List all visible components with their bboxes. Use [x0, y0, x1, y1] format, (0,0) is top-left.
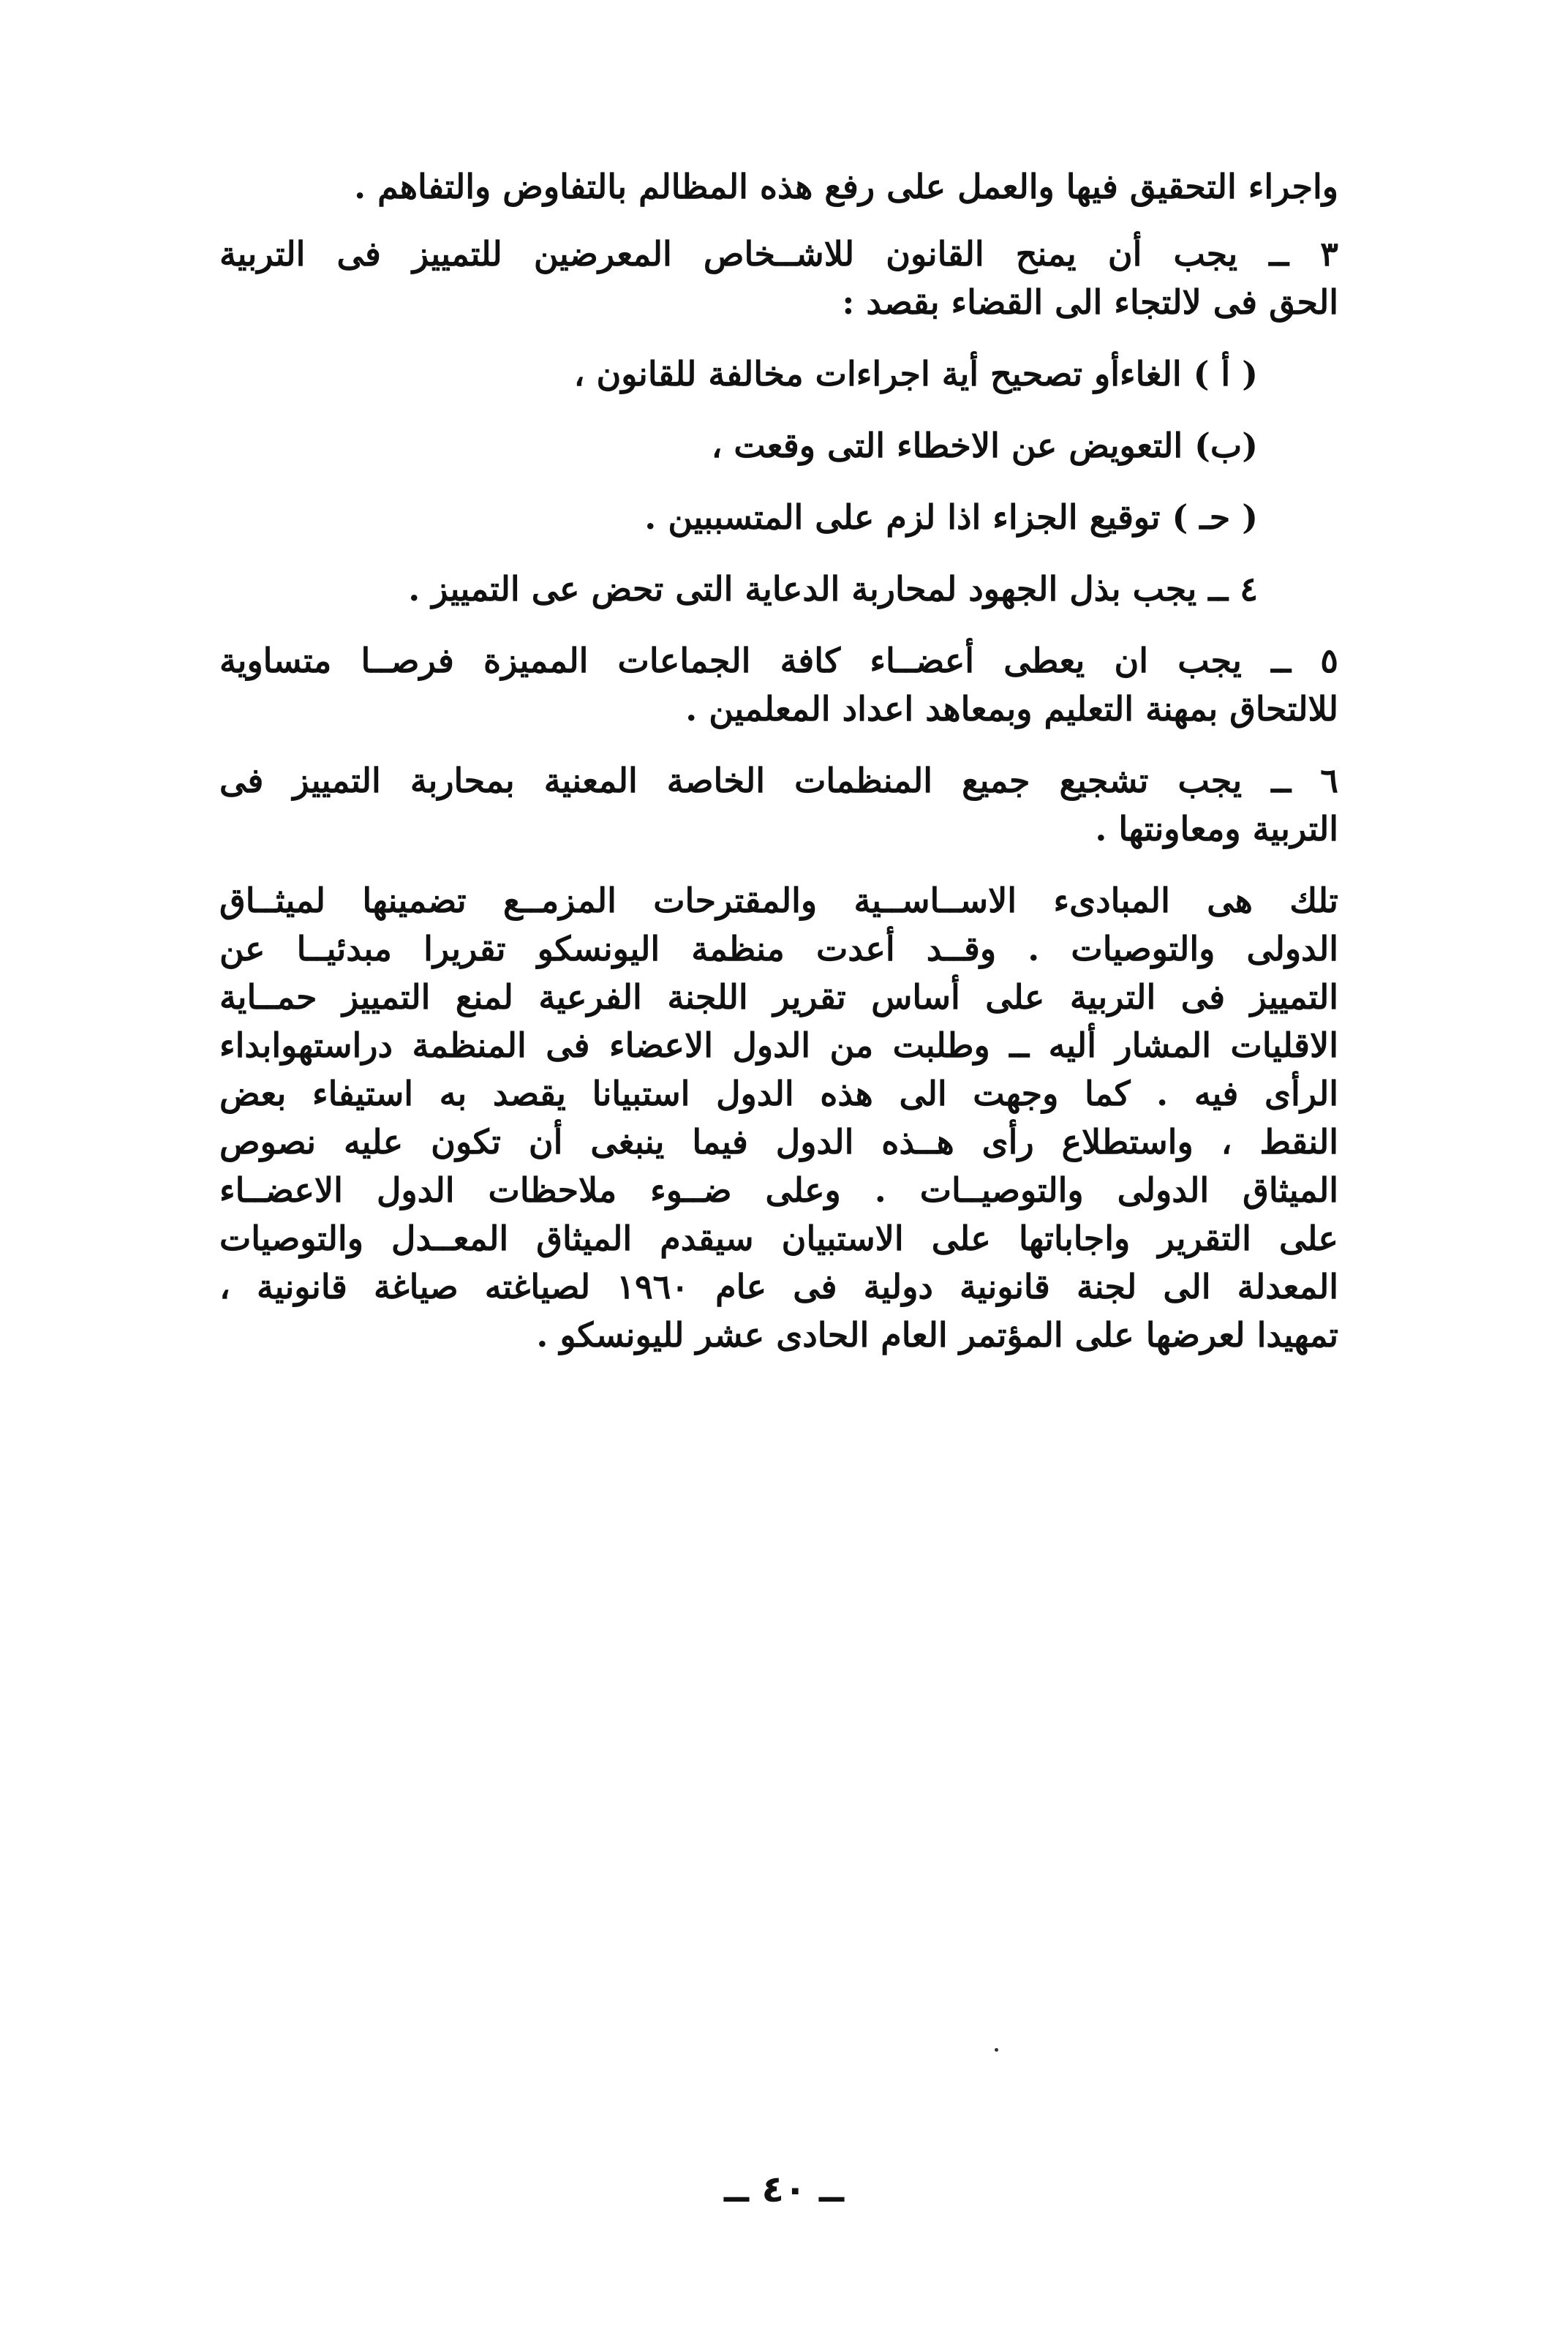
sub-item-a — [219, 350, 1338, 398]
text-line: النقط ، واستطلاع رأى هــذه الدول فيما ينبغى أن تكون عليه نصوص — [219, 1122, 1338, 1162]
list-item-5 — [219, 636, 1338, 733]
closing-paragraph — [219, 876, 1338, 1359]
text-line: الاقليات المشار أليه ــ وطلبت من الدول الاعضاء فى المنظمة دراستهوابداء — [219, 1025, 1338, 1065]
main-text — [219, 162, 1338, 1359]
text-line: ( حـ ) توقيع الجزاء اذا لزم على المتسببين . — [644, 497, 1258, 537]
sub-item-b — [219, 421, 1338, 470]
text-line: للالتحاق بمهنة التعليم وبمعاهد اعداد المعلمين . — [685, 689, 1338, 729]
list-item-6 — [219, 756, 1338, 853]
text-line: تمهيدا لعرضها على المؤتمر العام الحادى عشر لليونسكو . — [536, 1315, 1338, 1355]
text-line: واجراء التحقيق فيها والعمل على رفع هذه المظالم بالتفاوض والتفاهم . — [354, 167, 1338, 206]
text-line: ٦ ــ يجب تشجيع جميع المنظمات الخاصة المعنية بمحاربة التمييز فى — [219, 761, 1338, 800]
text-line: ( أ ) الغاءأو تصحيح أية اجراءات مخالفة للقانون ، — [573, 354, 1258, 394]
list-item-3 — [219, 230, 1338, 326]
page-number: ــ ٤٠ ــ — [723, 2168, 845, 2210]
text-line: الدولى والتوصيات . وقــد أعدت منظمة اليونسكو تقريرا مبدئيــا عن — [219, 929, 1338, 968]
text-line: ٥ ــ يجب ان يعطى أعضــاء كافة الجماعات المميزة فرصــا متساوية — [219, 641, 1338, 680]
list-item-4 — [219, 565, 1338, 613]
sub-item-c — [219, 493, 1338, 541]
text-line: المعدلة الى لجنة قانونية دولية فى عام ١٩٦٠ لصياغته صياغة قانونية ، — [219, 1267, 1338, 1306]
scan-speck — [995, 2048, 998, 2052]
text-line: الميثاق الدولى والتوصيــات . وعلى ضــوء ملاحظات الدول الاعضــاء — [219, 1170, 1338, 1210]
text-line: التمييز فى التربية على أساس تقرير اللجنة الفرعية لمنع التمييز حمــاية — [219, 977, 1338, 1017]
text-line: ٣ ــ يجب أن يمنح القانون للاشــخاص المعرضين للتمييز فى التربية — [219, 234, 1338, 274]
text-line: تلك هى المبادىء الاســاســية والمقترحات المزمــع تضمينها لميثــاق — [219, 881, 1338, 920]
text-line: على التقرير واجاباتها على الاستبيان سيقدم الميثاق المعــدل والتوصيات — [219, 1219, 1338, 1258]
paragraph-intro — [219, 162, 1338, 211]
text-line: (ب) التعويض عن الاخطاء التى وقعت ، — [711, 426, 1258, 465]
text-line: الرأى فيه . كما وجهت الى هذه الدول استبيانا يقصد به استيفاء بعض — [219, 1074, 1338, 1113]
text-line: الحق فى لالتجاء الى القضاء بقصد : — [842, 282, 1338, 322]
text-line: ٤ ــ يجب بذل الجهود لمحاربة الدعاية التى تحض عى التمييز . — [408, 569, 1258, 609]
text-line: التربية ومعاونتها . — [1095, 809, 1338, 848]
